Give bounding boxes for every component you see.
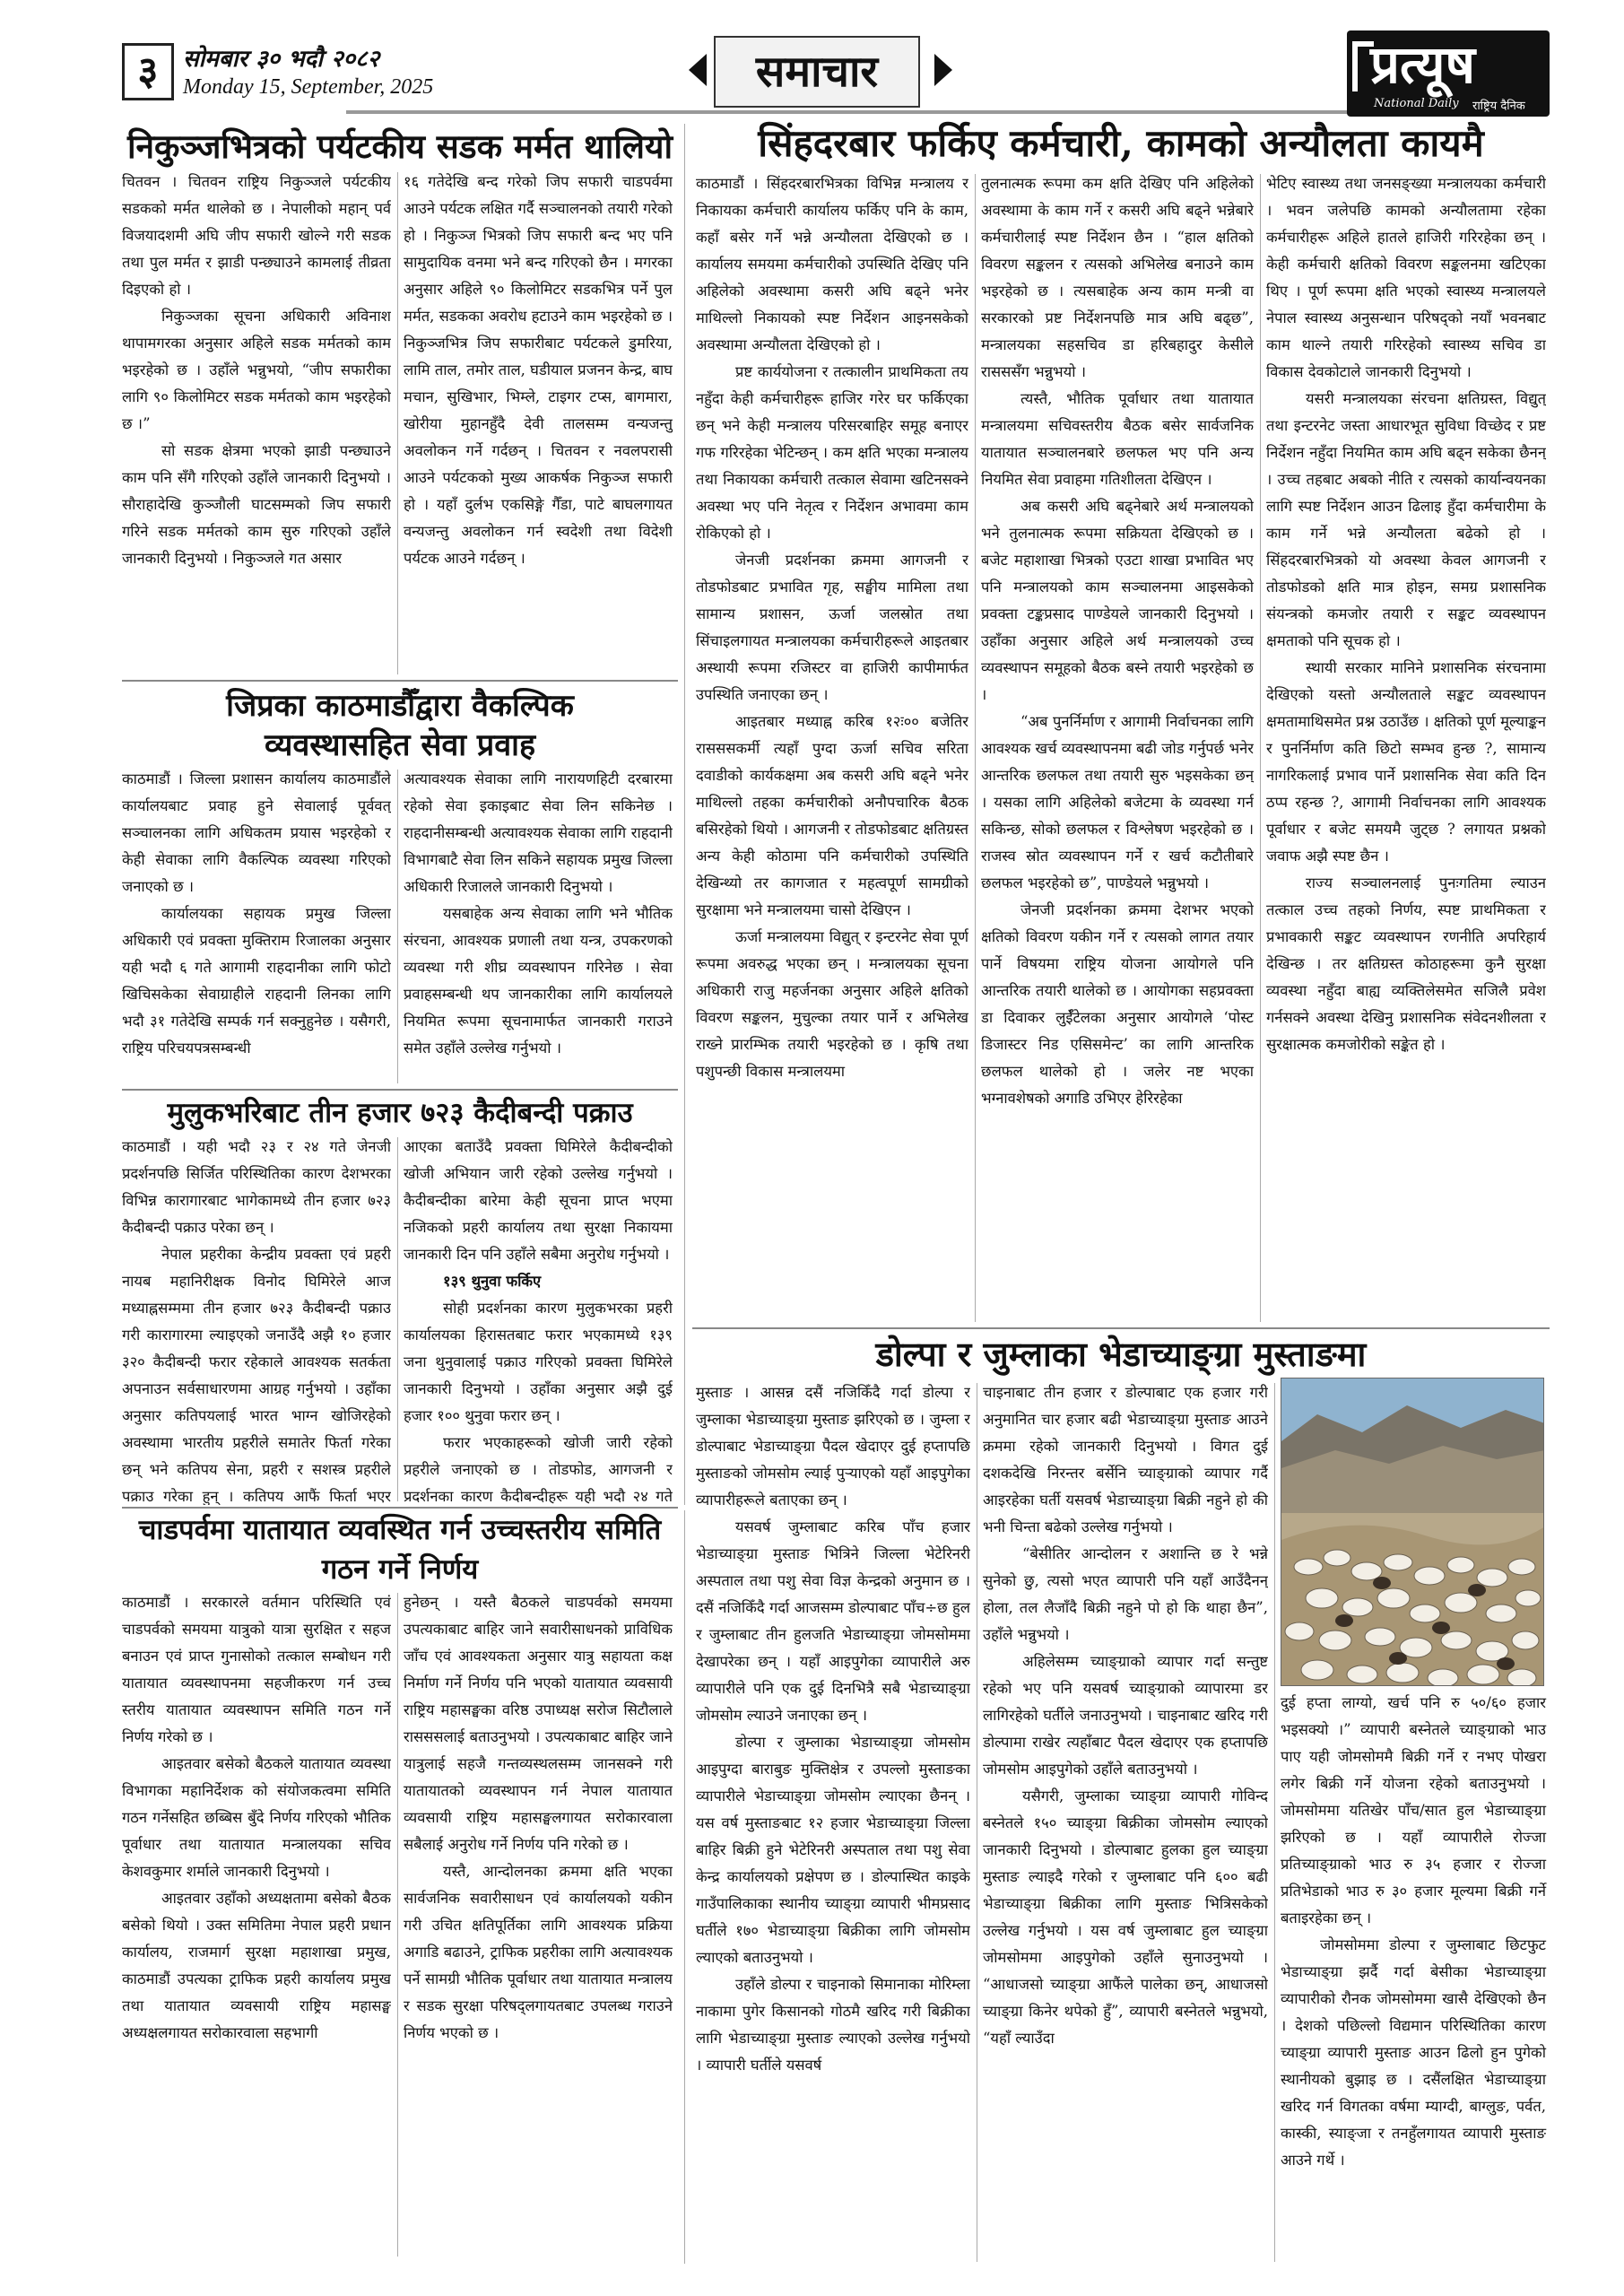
paragraph: काठमाडौं । सरकारले वर्तमान परिस्थिति एवं चाडपर्वको समयमा यात्रुको यात्रा सुरक्षित र सहज बनाउन एवं प्राप्त गुनासोको तत्काल सम्बोधन गरी यातायात व्यवस्थापनमा सहजीकरण गर्न उच्च स्तरीय यातायात व्यवस्थापन समिति गठन गर्ने निर्णय गरेको छ । [122,1594,391,1745]
subheading: १३९ थुनुवा फर्किए [443,1273,542,1290]
paragraph: १६ गतेदेखि बन्द गरेको जिप सफारी चाडपर्वमा आउने पर्यटक लक्षित गर्दै सञ्चालनको तयारी गरेको हो । निकुञ्ज भित्रको जिप सफारी बन्द भए पनि सामुदायिक वनमा भने बन्द गरिएको छैन । मगरका अनुसार अहिले ९० किलोमिटर सडकभित्र पर्ने पुल मर्मत, सडकका अवरोध हटाउने काम भइरहेको छ । निकुञ्जभित्र जिप सफारीबाट पर्यटकले डुमरिया, लामि ताल, तमोर ताल, घडीयाल प्रजनन केन्द्र, बाघ मचान, सुखिभार, भिम्ले, टाइगर टप्स, बागमारा, खोरीया मुहानहुँदै देवी तालसम्म वन्यजन्तु अवलोकन गर्ने गर्दछन् । चितवन र नवलपरासी आउने पर्यटकको मुख्य आकर्षक निकुञ्ज सफारी हो । यहाँ दुर्लभ एकसिङ्गे गैँडा, पाटे बाघलगायत वन्यजन्तु अवलोकन गर्न स्वदेशी तथा विदेशी पर्यटक आउने गर्दछन् । [404,173,673,567]
paragraph: जेनजी प्रदर्शनका क्रममा देशभर भएको क्षतिको विवरण यकीन गर्ने र त्यसको लागत तयार पार्ने विषयमा राष्ट्रिय योजना आयोगले पनि आन्तरिक तयारी थालेको छ । आयोगका सहप्रवक्ता डा दिवाकर लुईँटेलका अनुसार आयोगले ‘पोस्ट डिजास्टर निड एसिसमेन्ट’ का लागि आन्तरिक छलफल थालेको हो । जलेर नष्ट भएका भग्नावशेषको अगाडि उभिएर हेरिरहेका [981,901,1254,1107]
next-section-arrow-icon[interactable] [934,54,952,86]
article-jipra-col2 [404,766,673,1089]
paragraph: यसैगरी, जुम्लाका च्याङ्ग्रा व्यापारी गोविन्द बस्नेतले १५० च्याङ्ग्रा बिक्रीका जोमसोम ल्याएको जानकारी दिनुभयो । डोल्पाबाट हुलका हुल च्याङ्ग्रा मुस्ताङ ल्याइदै गरेको र जुम्लाबाट पनि ६०० बढी भेडाच्याङ्ग्रा बिक्रीका लागि मुस्ताङ भित्रिसकेको उल्लेख गर्नुभयो । यस वर्ष जुम्लाबाट हुल च्याङ्ग्रा जोमसोममा आइपुगेको उहाँले सुनाउनुभयो । “आधाजसो च्याङ्ग्रा आफैंले पालेका छन्, आधाजसो च्याङ्ग्रा किनेर थपेको हुँ”, व्यापारी बस्नेतले भन्नुभयो, “यहाँ ल्याउँदा [983,1787,1268,2047]
paragraph: उहाँले डोल्पा र चाइनाको सिमानाका मोरिम्ला नाकामा पुगेर किसानको गोठमै खरिद गरी बिक्रीका लागि भेडाच्याङ्ग्रा मुस्ताङ ल्याएको उल्लेख गर्नुभयो । व्यापारी घर्तीले यसवर्ष [696,1976,970,2074]
headline-chad-line2: गठन गर्ने निर्णय [321,1553,479,1586]
paragraph: यसबाहेक अन्य सेवाका लागि भने भौतिक संरचना, आवश्यक प्रणाली तथा यन्त्र, उपकरणको व्यवस्था गरी शीघ्र व्यवस्थापन गरिनेछ । सेवा प्रवाहसम्बन्धी थप जानकारीका लागि कार्यालयले नियमित रूपमा सूचनामार्फत जानकारी गराउने समेत उहाँले उल्लेख गर्नुभयो । [404,905,673,1057]
section-title: समाचार [714,36,920,108]
column-divider [397,1593,398,2257]
column-divider [397,1137,398,1501]
paragraph: यस्तै, आन्दोलनका क्रममा क्षति भएका सार्वजनिक सवारीसाधन एवं कार्यालयको यकीन गरी उचित क्षतिपूर्तिका लागि आवश्यक प्रक्रिया अगाडि बढाउने, ट्राफिक प्रहरीका लागि अत्यावश्यक पर्ने सामग्री भौतिक पूर्वाधार तथा यातायात मन्त्रालय र सडक सुरक्षा परिषद्‌लगायतबाट उपलब्ध गराउने निर्णय भएको छ । [404,1863,673,2041]
paragraph: यसवर्ष जुम्लाबाट करिब पाँच हजार भेडाच्याङ्ग्रा मुस्ताङ भित्रिने जिल्ला भेटेरिनरी अस्पताल तथा पशु सेवा विज्ञ केन्द्रको अनुमान छ । दसैं नजिकिँदै गर्दा आजसम्म डोल्पाबाट पाँच÷छ हुल र जुम्लाबाट तीन हुलजति भेडाच्याङ्ग्रा जोमसोममा देखापरेका छन् । यहाँ आइपुगेका व्यापारीले अरु व्यापारीले पनि एक दुई दिनभित्रै सबै भेडाच्याङ्ग्रा जोमसोम ल्याउने जनाएका छन् । [696,1518,970,1724]
headline-chad-line1: चाडपर्वमा यातायात व्यवस्थित गर्न उच्चस्तरीय समिति [138,1514,662,1546]
paragraph: “बेसीतिर आन्दोलन र अशान्ति छ रे भन्ने सुनेको छु, त्यसो भएत व्यापारी पनि यहाँ आउँदैनन् होला, तल लैजाँदै बिक्री नहुने पो हो कि थाहा छैन”, उहाँले भन्नुभयो । [983,1545,1268,1643]
paragraph: भेटिए स्वास्थ्य तथा जनसङ्ख्या मन्त्रालयका कर्मचारी । भवन जलेपछि कामको अन्यौलतामा रहेका कर्मचारीहरू अहिले हातले हाजिरी गरिरहेका छन् । केही कर्मचारी क्षतिको विवरण सङ्कलनमा खटिएका थिए । पूर्ण रूपमा क्षति भएको स्वास्थ्य मन्त्रालयले नेपाल स्वास्थ्य अनुसन्धान परिषद्को नयाँ भवनबाट काम थाल्ने तयारी गरिरहेको स्वास्थ्य सचिव डा विकास देवकोटाले जानकारी दिनुभयो । [1266,175,1546,380]
article-chad-col2 [404,1589,673,2262]
paragraph: मुस्ताङ । आसन्न दसैं नजिकिँदै गर्दा डोल्पा र जुम्लाका भेडाच्याङ्ग्रा मुस्ताङ झरिएको छ । जुम्ला र डोल्पाबाट भेडाच्याङ्ग्रा पैदल खेदाएर दुई हप्तापछि मुस्ताङको जोमसोम ल्याई पुऱ्याएको यहाँ आइपुगेका व्यापारीहरूले बताएका छन् । [696,1384,970,1509]
paragraph: चाइनाबाट तीन हजार र डोल्पाबाट एक हजार गरी अनुमानित चार हजार बढी भेडाच्याङ्ग्रा मुस्ताङ आउने क्रममा रहेको जानकारी दिनुभयो । विगत दुई दशकदेखि निरन्तर बर्सेनि च्याङ्ग्राको व्यापार गर्दै आइरहेका घर्ती यसवर्ष भेडाच्याङ्ग्रा बिक्री नहुने हो की भनी चिन्ता बढेको उल्लेख गर्नुभयो । [983,1384,1268,1535]
paragraph: आएका बताउँदै प्रवक्ता घिमिरेले कैदीबन्दीको खोजी अभियान जारी रहेको उल्लेख गर्नुभयो । कैदीबन्दीका बारेमा केही सूचना प्राप्त भएमा नजिकको प्रहरी कार्यालय तथा सुरक्षा निकायमा जानकारी दिन पनि उहाँले सबैमा अनुरोध गर्नुभयो । [404,1138,673,1263]
article-dolpa-col2 [983,1379,1268,2267]
paragraph: हुनेछन् । यस्तै बैठकले चाडपर्वको समयमा उपत्यकाबाट बाहिर जाने सवारीसाधनको प्राविधिक जाँच एवं आवश्यकता अनुसार यात्रु सहायता कक्ष निर्माण गर्ने निर्णय पनि भएको यातायात व्यवसायी राष्ट्रिय महासङ्घका वरिष्ठ उपाध्यक्ष सरोज सिटौलाले रासससलाई बताउनुभयो । उपत्यकाबाट बाहिर जाने यात्रुलाई सहजै गन्तव्यस्थलसम्म जानसक्ने गरी यातायातको व्यवस्थापन गर्न नेपाल यातायात व्यवसायी राष्ट्रिय महासङ्घलगायत सरोकारवाला सबैलाई अनुरोध गर्ने निर्णय पनि गरेको छ । [404,1594,673,1853]
header-rule [346,110,1458,114]
date-english: Monday 15, September, 2025 [183,75,434,99]
article-jipra-col1 [122,766,391,1089]
paragraph: चितवन । चितवन राष्ट्रिय निकुञ्जले पर्यटकीय सडकको मर्मत थालेको छ । नेपालीको महान् पर्व विजयादशमी अघि जीप सफारी खोल्ने गरी सडक तथा पुल मर्मत र झाडी पन्छ्याउने कामलाई तीव्रता दिइएको हो । [122,173,391,298]
headline-jipra-line2: व्यवस्थासहित सेवा प्रवाह [264,727,536,763]
paragraph: सोही प्रदर्शनका कारण मुलुकभरका प्रहरी कार्यालयका हिरासतबाट फरार भएकामध्ये १३९ जना थुनुवालाई पक्राउ गरिएको प्रवक्ता घिमिरेले जानकारी दिनुभयो । उहाँका अनुसार अझै दुई हजार १०० थुनुवा फरार छन् । [404,1300,673,1424]
paragraph: आइतबार मध्याह्न करिब १२ः०० बजेतिर रासससकर्मी त्यहाँ पुग्दा ऊर्जा सचिव सरिता दवाडीको कार्यकक्षमा अब कसरी अघि बढ्ने भनेर माथिल्लो तहका कर्मचारीको अनौपचारिक बैठक बसिरहेको थियो । आगजनी र तोडफोडबाट क्षतिग्रस्त अन्य केही कोठामा पनि कर्मचारीको उपस्थिति देखिन्थ्यो तर कागजात र महत्वपूर्ण सामग्रीको सुरक्षामा भने मन्त्रालयमा चासो देखिएन । [696,713,968,918]
paragraph: दुई हप्ता लाग्यो, खर्च पनि रु ५०/६० हजार भइसक्यो ।” व्यापारी बस्नेतले च्याङ्ग्राको भाउ पाए यही जोमसोममै बिक्री गर्ने र नभए पोखरा लगेर बिक्री गर्ने योजना रहेको बताउनुभयो । जोमसोममा यतिखेर पाँच/सात हुल भेडाच्याङ्ग्रा झरिएको छ । यहाँ व्यापारीले रोज्जा प्रतिच्याङ्ग्राको भाउ रु ३५ हजार र रोज्जा प्रतिभेडाको भाउ रु ३० हजार मूल्यमा बिक्री गर्ने बताइरहेका छन् । [1281,1694,1546,1926]
column-divider [1274,1383,1275,2262]
article-rule [692,1327,1550,1329]
column-divider [684,124,685,1505]
paragraph: आइतवार उहाँको अध्यक्षतामा बसेको बैठक बसेको थियो । उक्त समितिमा नेपाल प्रहरी प्रधान कार्यालय, राजमार्ग सुरक्षा महाशाखा प्रमुख, काठमाडौं उपत्यका ट्राफिक प्रहरी कार्यालय प्रमुख तथा यातायात व्यवसायी राष्ट्रिय महासङ्घ अध्यक्षलगायत सरोकारवाला सहभागी [122,1890,391,2041]
date-nepali: सोमबार ३० भदौ २०८२ [183,46,380,73]
photo-sheep-goats [1281,1378,1544,1686]
paragraph: अत्यावश्यक सेवाका लागि नारायणहिटी दरबारमा रहेको सेवा इकाइबाट सेवा लिन सकिनेछ । राहदानीसम्बन्धी अत्यावश्यक सेवाका लागि राहदानी विभागबाटै सेवा लिन सकिने सहायक प्रमुख जिल्ला अधिकारी रिजालले जानकारी दिनुभयो । [404,770,673,895]
article-singha-col3 [1266,170,1546,1327]
paragraph: कार्यालयका सहायक प्रमुख जिल्ला अधिकारी एवं प्रवक्ता मुक्तिराम रिजालका अनुसार यही भदौ ६ गते आगामी राहदानीका लागि फोटो खिचिसकेका सेवाग्राहीले राहदानी लिनका लागि भदौ ३१ गतेदेखि सम्पर्क गर्न सक्नुहुनेछ । यसैगरी, राष्ट्रिय परिचयपत्रसम्बन्धी [122,905,391,1057]
column-divider [397,770,398,1083]
paragraph: जोमसोममा डोल्पा र जुम्लाबाट छिटफुट भेडाच्याङ्ग्रा झर्दै गर्दा बेसीका भेडाच्याङ्ग्रा व्यापारीको रौनक जोमसोममा खासै देखिएको छैन । देशको पछिल्लो विद्यमान परिस्थितिका कारण च्याङ्ग्रा व्यापारी मुस्ताङ आउन ढिलो हुन पुगेको स्थानीयको बुझाइ छ । दसैंलक्षित भेडाच्याङ्ग्रा खरिद गर्न विगतका वर्षमा म्याग्दी, बाग्लुङ, पर्वत, कास्की, स्याङ्जा र तनहुँलगायत व्यापारी मुस्ताङ आउने गर्थे । [1281,1936,1546,2169]
article-rule [122,680,678,682]
article-dolpa-col1 [696,1379,970,2267]
paragraph: ऊर्जा मन्त्रालयमा विद्युत् र इन्टरनेट सेवा पूर्ण रूपमा अवरुद्ध भएका छन् । मन्त्रालयका सूचना अधिकारी राजु महर्जनका अनुसार अहिले क्षतिको विवरण सङ्कलन, मुचुल्का तयार पार्ने र अभिलेख राख्ने प्रारम्भिक तयारी भइरहेको छ । कृषि तथा पशुपन्छी विकास मन्त्रालयमा [696,928,968,1080]
headline-jipra-line1: जिप्रका काठमाडौँद्वारा वैकल्पिक [226,688,574,724]
prev-section-arrow-icon[interactable] [689,54,707,86]
article-rule [122,1507,678,1509]
article-muluk-col2 [404,1134,673,1505]
article-dolpa-col3 [1281,1690,1546,2174]
article-rule [122,1089,678,1091]
newspaper-logo [1347,30,1550,117]
headline-muluk: मुलुकभरिबाट तीन हजार ७२३ कैदीबन्दी पक्राउ [167,1097,633,1129]
paragraph: डोल्पा र जुम्लाका भेडाच्याङ्ग्रा जोमसोम आइपुग्दा बाराबुङ मुक्तिक्षेत्र र उपल्लो मुस्ताङका व्यापारीले भेडाच्याङ्ग्रा जोमसोम ल्याएका छैनन् । यस वर्ष मुस्ताङबाट १२ हजार भेडाच्याङ्ग्रा जिल्ला बाहिर बिक्री हुने भेटेरिनरी अस्पताल तथा पशु सेवा केन्द्र कार्यालयको प्रक्षेपण छ । डोल्पास्थित काइके गाउँपालिकाका स्थानीय च्याङ्ग्रा व्यापारी भीमप्रसाद घर्तीले १७० भेडाच्याङ्ग्रा बिक्रीका लागि जोमसोम ल्याएको बताउनुभयो । [696,1734,970,1966]
paragraph: यसरी मन्त्रालयका संरचना क्षतिग्रस्त, विद्युत् तथा इन्टरनेट जस्ता आधारभूत सुविधा विच्छेद र प्रष्ट निर्देशन नहुँदा नियमित काम अघि बढ्न सकेका छैनन् । उच्च तहबाट अबको नीति र त्यसको कार्यान्वयनका लागि स्पष्ट निर्देशन आउन ढिलाइ हुँदा कर्मचारीमा के काम गर्ने भन्ने अन्यौलता बढेको हो । सिंहदरबारभित्रको यो अवस्था केवल आगजनी र तोडफोडको क्षति मात्र होइन, समग्र प्रशासनिक संयन्त्रको कमजोर तयारी र सङ्कट व्यवस्थापन क्षमताको पनि सूचक हो । [1266,390,1546,649]
paragraph: राज्य सञ्चालनलाई पुनःगतिमा ल्याउन तत्काल उच्च तहको निर्णय, स्पष्ट प्राथमिकता र प्रभावकारी सङ्कट व्यवस्थापन रणनीति अपरिहार्य देखिन्छ । तर क्षतिग्रस्त कोठाहरूमा कुनै सुरक्षा व्यवस्था नहुँदा बाह्य व्यक्तिलेसमेत सजिलै प्रवेश गर्नसक्ने अवस्था देखिनु प्रशासनिक संवेदनशीलता र सुरक्षात्मक कमजोरीको सङ्केत हो । [1266,874,1546,1053]
paragraph: सो सडक क्षेत्रमा भएको झाडी पन्छ्याउने काम पनि सँगै गरिएको उहाँले जानकारी दिनुभयो । सौराहादेखि कुञ्जौली घाटसम्मको जिप सफारी गरिने सडक मर्मतको काम सुरु गरिएको उहाँले जानकारी दिनुभयो । निकुञ्जले गत असार [122,442,391,567]
headline-singhadarbar: सिंहदरबार फर्किए कर्मचारी, कामको अन्यौलता कायमै [758,121,1484,165]
paragraph: फरार भएकाहरूको खोजी जारी रहेको प्रहरीले जनाएको छ । तोडफोड, आगजनी र प्रदर्शनका कारण कैदीबन्दीहरू यही भदौ २४ गते [404,1434,673,1505]
article-chad-col1 [122,1589,391,2262]
paragraph: तुलनात्मक रूपमा कम क्षति देखिए पनि अहिलेको अवस्थामा के काम गर्ने र कसरी अघि बढ्ने भन्नेबारे कर्मचारीलाई स्पष्ट निर्देशन छैन । “हाल क्षतिको विवरण सङ्कलन र त्यसको अभिलेख बनाउने काम भइरहेको छ । त्यसबाहेक अन्य काम मन्त्री वा सरकारको प्रष्ट निर्देशनपछि मात्र अघि बढ्छ”, मन्त्रालयका सहसचिव डा हरिबहादुर केसीले रासससँग भन्नुभयो । [981,175,1254,380]
paragraph: आइतवार बसेको बैठकले यातायात व्यवस्था विभागका महानिर्देशक को संयोजकत्वमा समिति गठन गर्नेसहित छब्बिस बुँदे निर्णय गरिएको भौतिक पूर्वाधार तथा यातायात मन्त्रालयका सचिव केशवकुमार शर्माले जानकारी दिनुभयो । [122,1755,391,1880]
logo-name: प्रत्यूष [1370,34,1475,95]
paragraph: प्रष्ट कार्ययोजना र तत्कालीन प्राथमिकता तय नहुँदा केही कर्मचारीहरू हाजिर गरेर घर फर्किएका छन् भने केही मन्त्रालय परिसरबाहिर समूह बनाएर गफ गरिरहेका भेटिन्छन् । कम क्षति भएका मन्त्रालय तथा निकायका कर्मचारी तत्काल सेवामा खटिनसक्ने अवस्था भए पनि नेतृत्व र निर्देशन अभावमा काम रोकिएको हो । [696,363,968,542]
paragraph: काठमाडौं । सिंहदरबारभित्रका विभिन्न मन्त्रालय र निकायका कर्मचारी कार्यालय फर्किए पनि के काम, कहाँ बसेर गर्ने भन्ने अन्यौलता देखिएको छ । कार्यालय समयमा कर्मचारीको उपस्थिति देखिए पनि अहिलेको अवस्थामा कसरी अघि बढ्ने भनेर माथिल्लो निकायको स्पष्ट निर्देशन आइनसकेको अवस्थामा अन्यौलता देखिएको हो । [696,175,968,353]
paragraph: निकुञ्जका सूचना अधिकारी अविनाश थापामगरका अनुसार अहिले सडक मर्मतको काम भइरहेको छ । उहाँले भन्नुभयो, “जीप सफारीका लागि ९० किलोमिटर सडक मर्मतको काम भइरहेको छ ।” [122,308,391,432]
paragraph: जेनजी प्रदर्शनका क्रममा आगजनी र तोडफोडबाट प्रभावित गृह, सङ्घीय मामिला तथा सामान्य प्रशासन, ऊर्जा जलस्रोत तथा सिंचाइलगायत मन्त्रालयका कर्मचारीहरूले आइतबार अस्थायी रूपमा रजिस्टर वा हाजिरी कापीमार्फत उपस्थिति जनाएका छन् । [696,552,968,703]
column-divider [1260,174,1261,1322]
paragraph: स्थायी सरकार मानिने प्रशासनिक संरचनामा देखिएको यस्तो अन्यौलताले सङ्कट व्यवस्थापन क्षमतामाथिसमेत प्रश्न उठाउँछ । क्षतिको पूर्ण मूल्याङ्कन र पुनर्निर्माण कति छिटो सम्भव हुन्छ ?, सामान्य नागरिकलाई प्रभाव पार्ने प्रशासनिक सेवा कति दिन ठप्प रहन्छ ?, आगामी निर्वाचनका लागि आवश्यक पूर्वाधार र बजेट समयमै जुट्छ ? लगायत प्रश्नको जवाफ अझै स्पष्ट छैन । [1266,659,1546,865]
logo-tagline-en: National Daily [1374,97,1459,110]
sheep-goats-illustration [1281,1378,1544,1686]
article-nikunj-col1 [122,169,391,680]
column-divider [684,1510,685,2264]
paragraph: काठमाडौं । यही भदौ २३ र २४ गते जेनजी प्रदर्शनपछि सिर्जित परिस्थितिका कारण देशभरका विभिन्न कारागारबाट भागेकामध्ये तीन हजार ७२३ कैदीबन्दी पक्राउ परेका छन् । [122,1138,391,1236]
masthead [122,36,1550,117]
article-singha-col2 [981,170,1254,1327]
paragraph: नेपाल प्रहरीका केन्द्रीय प्रवक्ता एवं प्रहरी नायब महानिरीक्षक विनोद घिमिरेले आज मध्याह्नसम्ममा तीन हजार ७२३ कैदीबन्दी पक्राउ गरी कारागारमा ल्याइएको जनाउँदै अझै १० हजार ३२० कैदीबन्दी फरार रहेकाले आवश्यक सतर्कता अपनाउन सर्वसाधारणमा आग्रह गर्नुभयो । उहाँका अनुसार कतिपयलाई भारत भाग्न खोजिरहेको अवस्थामा भारतीय प्रहरीले समातेर फिर्ता गरेका छन् भने कतिपय सेना, प्रहरी र सशस्त्र प्रहरीले पक्राउ गरेका हुन् । कतिपय आफैं फिर्ता भएर [122,1246,391,1505]
headline-nikunj: निकुञ्जभित्रको पर्यटकीय सडक मर्मत थालियो [126,126,673,166]
page-number: ३ [122,43,174,100]
column-divider [975,174,976,1322]
article-singha-col1 [696,170,968,1327]
headline-dolpa: डोल्पा र जुम्लाका भेडाच्याङ्ग्रा मुस्ताङमा [875,1334,1367,1374]
article-nikunj-col2 [404,169,673,680]
article-muluk-col1 [122,1134,391,1505]
paragraph: अहिलेसम्म च्याङ्ग्राको व्यापार गर्दा सन्तुष्ट रहेको भए पनि यसवर्ष च्याङ्ग्राको व्यापारमा डर लागिरहेको घर्तीले जनाउनुभयो । चाइनाबाट खरिद गरी डोल्पामा राखेर त्यहाँबाट पैदल खेदाएर एक हप्तापछि जोमसोम आइपुगेको उहाँले बताउनुभयो । [983,1653,1268,1778]
logo-tagline-np: राष्ट्रिय दैनिक [1472,100,1525,113]
column-divider [397,172,398,674]
paragraph: अब कसरी अघि बढ्नेबारे अर्थ मन्त्रालयको भने तुलनात्मक रूपमा सक्रियता देखिएको छ । बजेट महाशाखा भित्रको एउटा शाखा प्रभावित भए पनि मन्त्रालयको काम सञ्चालनमा आइसकेको प्रवक्ता टङ्कप्रसाद पाण्डेयले जानकारी दिनुभयो । उहाँका अनुसार अहिले अर्थ मन्त्रालयको उच्च व्यवस्थापन समूहको बैठक बस्ने तयारी भइरहेको छ । [981,498,1254,703]
paragraph: काठमाडौं । जिल्ला प्रशासन कार्यालय काठमाडौंले कार्यालयबाट प्रवाह हुने सेवालाई पूर्ववत् सञ्चालनका लागि अधिकतम प्रयास भइरहेको र केही सेवाका लागि वैकल्पिक व्यवस्था गरिएको जनाएको छ । [122,770,391,895]
paragraph: त्यस्तै, भौतिक पूर्वाधार तथा यातायात मन्त्रालयमा सचिवस्तरीय बैठक बसेर सार्वजनिक यातायात सञ्चालनबारे छलफल भए पनि अन्य नियमित सेवा प्रवाहमा गतिशीलता देखिएन । [981,390,1254,488]
paragraph: “अब पुनर्निर्माण र आगामी निर्वाचनका लागि आवश्यक खर्च व्यवस्थापनमा बढी जोड गर्नुपर्छ भनेर आन्तरिक छलफल तथा तयारी सुरु भइसकेका छन् । यसका लागि अहिलेको बजेटमा के व्यवस्था गर्न सकिन्छ, सोको छलफल र विश्लेषण भइरहेको छ । राजस्व स्रोत व्यवस्थापन गर्ने र खर्च कटौतीबारे छलफल भइरहेको छ”, पाण्डेयले भन्नुभयो । [981,713,1254,891]
